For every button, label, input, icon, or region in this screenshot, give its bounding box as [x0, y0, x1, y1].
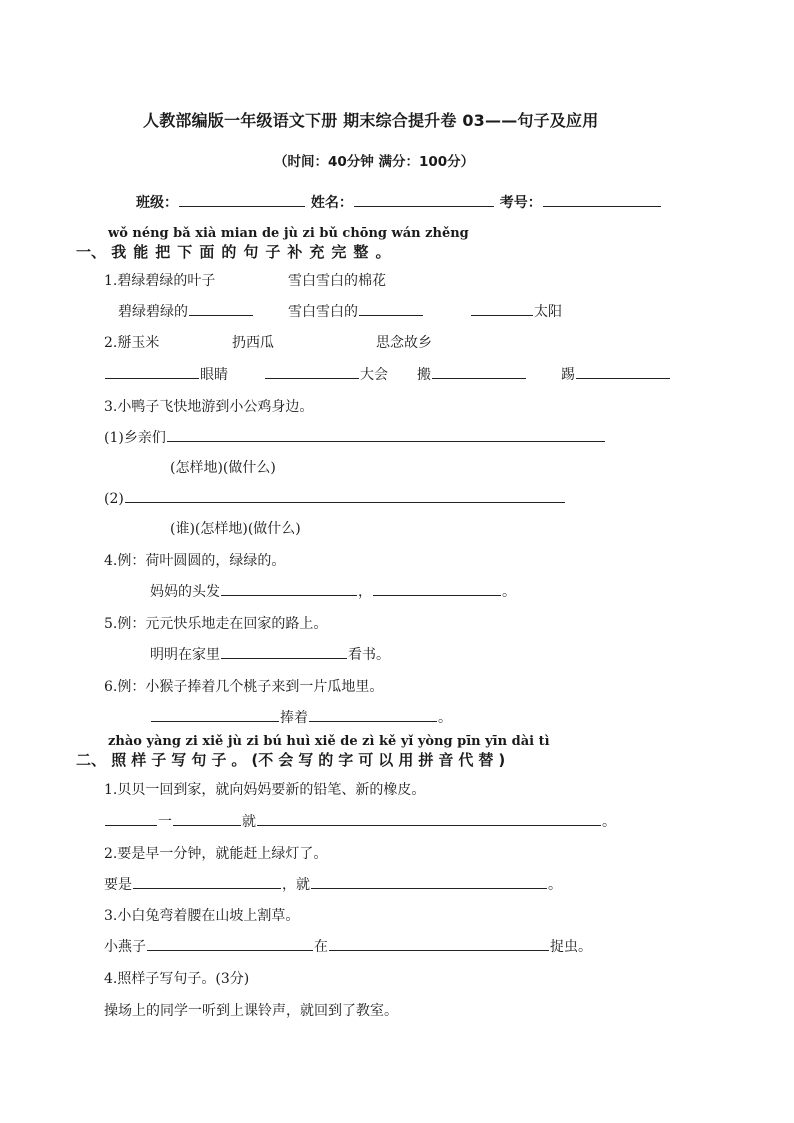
heading-char: 子	[211, 751, 227, 769]
name-label: 姓名：	[310, 195, 353, 211]
blank[interactable]	[432, 364, 526, 379]
s1-q4-fill: 妈妈的头发 ， 。	[150, 581, 516, 601]
s1-q5-label: 5.例：元元快乐地走在回家的路上。	[104, 616, 328, 632]
blank[interactable]	[373, 581, 501, 596]
section1-pinyin: wǒ néng bǎ xià mian de jù zi bǔ chōng wán zhěng	[108, 226, 469, 241]
blank[interactable]	[257, 811, 601, 826]
heading-char: 把	[155, 243, 171, 261]
s1-q1-label: 1.碧绿碧绿的叶子	[104, 273, 216, 289]
heading-char: 会	[278, 751, 294, 769]
heading-char: 子	[151, 751, 167, 769]
s1-q3-hint2: (谁)(怎样地)(做什么)	[170, 521, 301, 537]
blank[interactable]	[167, 427, 605, 442]
heading-char: )	[498, 751, 506, 769]
s1-q5-fill: 明明在家里 看书。	[150, 644, 390, 664]
heading-char: 以	[378, 751, 394, 769]
blank[interactable]	[189, 301, 253, 316]
id-blank[interactable]	[543, 192, 661, 207]
student-info-row	[136, 192, 662, 212]
heading-char: 完	[331, 243, 347, 261]
heading-char: 照	[111, 751, 127, 769]
s1-q2-example3: 思念故乡	[376, 335, 432, 351]
blank[interactable]	[105, 811, 157, 826]
class-blank[interactable]	[179, 192, 305, 207]
blank[interactable]	[311, 874, 547, 889]
s2-q1-fill: 一 就 。	[104, 811, 616, 831]
heading-char: 下	[177, 243, 193, 261]
heading-char: 音	[438, 751, 454, 769]
blank[interactable]	[576, 364, 670, 379]
blank[interactable]	[221, 644, 347, 659]
section2-heading-text	[111, 751, 510, 769]
heading-char: 句	[243, 243, 259, 261]
exam-info: （时间：40分钟 满分：100分）	[274, 154, 475, 170]
heading-char: 子	[265, 243, 281, 261]
blank[interactable]	[221, 581, 357, 596]
blank[interactable]	[147, 936, 313, 951]
blank[interactable]	[309, 707, 437, 722]
heading-char: 。	[375, 243, 391, 261]
s1-q6-label: 6.例：小猴子捧着几个桃子来到一片瓜地里。	[104, 679, 384, 695]
blank[interactable]	[173, 811, 241, 826]
s2-q3-label: 3.小白兔弯着腰在山坡上割草。	[104, 908, 300, 924]
class-label: 班级：	[136, 195, 178, 211]
heading-char: 能	[133, 243, 149, 261]
s2-q4-label: 4.照样子写句子。(3分)	[104, 971, 250, 987]
section1-heading: 一、 我 能 把 下 面 的 句 子 补 充 完 整 。	[76, 241, 397, 262]
s1-q1-example2: 雪白雪白的棉花	[288, 273, 386, 289]
s1-q3-line2: (2)	[104, 488, 566, 507]
heading-char: 补	[287, 243, 303, 261]
heading-char: 字	[338, 751, 354, 769]
s2-q2-label: 2.要是早一分钟，就能赶上绿灯了。	[104, 846, 328, 862]
blank[interactable]	[265, 364, 359, 379]
blank[interactable]	[125, 488, 565, 503]
s2-q4-example: 操场上的同学一听到上课铃声，就回到了教室。	[104, 1003, 398, 1019]
blank[interactable]	[471, 301, 533, 316]
s1-q6-fill: 捧着 。	[150, 707, 452, 727]
blank[interactable]	[151, 707, 279, 722]
s1-q3-hint1: (怎样地)(做什么)	[170, 460, 276, 476]
heading-char: 的	[221, 243, 237, 261]
s2-q2-fill: 要是 ，就 。	[104, 874, 562, 894]
heading-char: 用	[398, 751, 414, 769]
id-label: 考号：	[499, 195, 542, 211]
s2-q1-label: 1.贝贝一回到家，就向妈妈要新的铅笔、新的橡皮。	[104, 782, 426, 798]
heading-char: 面	[199, 243, 215, 261]
s2-q3-fill: 小燕子 在 捉虫。	[104, 936, 592, 956]
s1-q2-example2: 扔西瓜	[232, 335, 274, 351]
blank[interactable]	[329, 936, 549, 951]
heading-char: 写	[298, 751, 314, 769]
heading-char: 充	[309, 243, 325, 261]
section1-heading-text	[111, 243, 397, 261]
heading-char: 的	[318, 751, 334, 769]
blank[interactable]	[359, 301, 423, 316]
heading-char: 拼	[418, 751, 434, 769]
section2-heading: 二、 照 样 子 写 句 子 。 (不 会 写 的 字 可 以 用 拼 音 代 替 )	[76, 749, 510, 770]
heading-char: 写	[171, 751, 187, 769]
heading-char: 可	[358, 751, 374, 769]
s1-q2-label: 2.掰玉米	[104, 335, 160, 351]
heading-char: 样	[131, 751, 147, 769]
name-blank[interactable]	[354, 192, 494, 207]
heading-char: 。	[231, 751, 247, 769]
section2-pinyin: zhào yàng zi xiě jù zi bú huì xiě de zì kě yǐ yòng pīn yīn dài tì	[108, 734, 550, 749]
heading-char: 我	[111, 243, 127, 261]
heading-char: 代	[458, 751, 474, 769]
s1-q1-fill-row: 碧绿碧绿的	[118, 301, 254, 321]
heading-char: 替	[478, 751, 494, 769]
heading-char: 整	[353, 243, 369, 261]
s1-q3-label: 3.小鸭子飞快地游到小公鸡身边。	[104, 399, 314, 415]
blank[interactable]	[133, 874, 281, 889]
heading-char: (不	[251, 751, 274, 769]
page-title: 人教部编版一年级语文下册 期末综合提升卷 03——句子及应用	[143, 111, 599, 130]
heading-char: 句	[191, 751, 207, 769]
s1-q4-label: 4.例：荷叶圆圆的，绿绿的。	[104, 553, 286, 569]
s1-q2-fill-row: 眼睛	[104, 364, 228, 384]
s1-q3-line1: (1)乡亲们	[104, 427, 606, 447]
blank[interactable]	[105, 364, 199, 379]
